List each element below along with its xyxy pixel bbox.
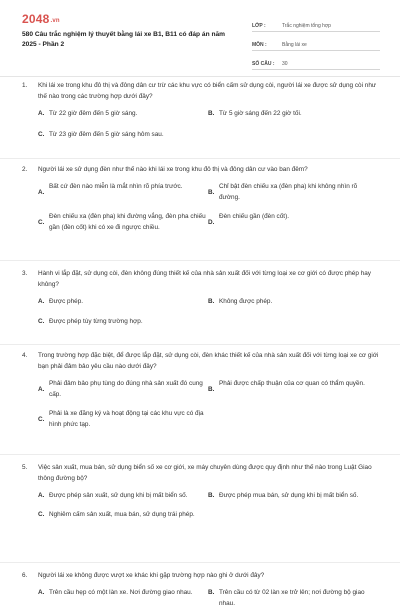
option-a[interactable]	[38, 181, 208, 203]
question-text: Khi lái xe trong khu đô thị và đông dân cư trừ các khu vực có biển cấm sử dụng còi, người lái xe được sử dụng còi như thế nào trong các trường hợp dưới đây?	[38, 82, 377, 100]
question-separator	[0, 344, 400, 345]
option-text: Phải được chấp thuận của cơ quan có thẩm quyền.	[219, 380, 365, 387]
option-letter: A.	[38, 492, 45, 499]
question-number: 1.	[22, 82, 28, 89]
option-letter: C.	[38, 318, 45, 325]
option-letter: A.	[38, 298, 45, 305]
option-letter: A.	[38, 188, 45, 196]
question-6	[22, 570, 382, 609]
option-text: Từ 5 giờ sáng đến 22 giờ tối.	[219, 110, 302, 117]
option-text: Được phép mua bán, sử dụng khi bị mất biển số.	[219, 492, 359, 499]
option-a[interactable]	[38, 587, 208, 609]
option-letter: A.	[38, 385, 45, 393]
option-c[interactable]	[38, 316, 382, 327]
option-text: Từ 23 giờ đêm đến 5 giờ sáng hôm sau.	[49, 131, 164, 138]
option-b[interactable]	[208, 587, 378, 609]
option-letter: B.	[208, 298, 215, 305]
option-letter: A.	[38, 589, 45, 596]
option-text: Nghiêm cấm sản xuất, mua bán, sử dụng trái phép.	[49, 511, 195, 518]
option-text: Được phép sản xuất, sử dụng khi bị mất biển số.	[49, 492, 188, 499]
meta-count	[252, 55, 380, 70]
answer-options	[22, 108, 382, 140]
question-text: Trong trường hợp đặc biệt, để được lắp đặt, sử dụng còi, đèn khác thiết kế của nhà sản xuất đối với từng loại xe cơ giới bạn phải đảm bảo yêu cầu nào dưới đây?	[38, 352, 379, 370]
logo-main: 2048	[22, 12, 50, 26]
option-text: Trên cầu có từ 02 làn xe trở lên; nơi đường bộ giao nhau.	[219, 589, 365, 607]
question-4	[22, 350, 382, 430]
question-stem	[22, 80, 382, 102]
question-text: Người lái xe không được vượt xe khác khi gặp trường hợp nào ghi ở dưới đây?	[38, 572, 265, 579]
option-a[interactable]	[38, 378, 208, 400]
document-header	[0, 0, 400, 66]
question-number: 5.	[22, 464, 28, 471]
option-text: Từ 22 giờ đêm đến 5 giờ sáng.	[49, 110, 138, 117]
option-text: Chỉ bật đèn chiếu xa (đèn pha) khi không nhìn rõ đường.	[219, 183, 358, 201]
question-number: 6.	[22, 572, 28, 579]
option-text: Trên cầu hẹp có một làn xe. Nơi đường giao nhau.	[49, 589, 193, 596]
question-number: 2.	[22, 166, 28, 173]
meta-class-label: LỚP :	[252, 23, 266, 29]
question-stem	[22, 268, 382, 290]
question-stem	[22, 164, 382, 175]
meta-count-value: 30	[282, 61, 288, 67]
document-title: 580 Câu trắc nghiệm lý thuyết bằng lái xe B1, B11 có đáp án năm 2025 - Phần 2	[22, 31, 226, 48]
answer-options	[22, 181, 382, 233]
option-b[interactable]	[208, 490, 378, 501]
option-a[interactable]	[38, 490, 208, 501]
option-letter: C.	[38, 131, 45, 138]
option-letter: A.	[38, 110, 45, 117]
answer-options	[22, 378, 382, 430]
option-text: Được phép.	[49, 298, 84, 305]
option-c[interactable]	[38, 211, 208, 233]
option-letter: B.	[208, 589, 215, 596]
option-letter: B.	[208, 188, 215, 196]
question-separator	[0, 454, 400, 455]
meta-subject	[252, 36, 380, 51]
option-a[interactable]	[38, 296, 208, 307]
question-number: 4.	[22, 352, 28, 359]
option-c[interactable]	[38, 509, 208, 520]
question-separator	[0, 260, 400, 261]
option-letter: C.	[38, 218, 45, 226]
answer-options	[22, 587, 382, 609]
question-5	[22, 462, 382, 520]
option-letter: D.	[208, 218, 215, 226]
question-separator	[0, 158, 400, 159]
option-letter: C.	[38, 415, 45, 423]
option-b[interactable]	[208, 108, 378, 119]
option-letter: B.	[208, 492, 215, 499]
question-3	[22, 268, 382, 327]
option-text: Bất cứ đèn nào miễn là mắt nhìn rõ phía trước.	[49, 183, 183, 190]
option-text: Được phép tùy từng trường hợp.	[49, 318, 143, 325]
option-letter: C.	[38, 511, 45, 518]
answer-options	[22, 296, 382, 327]
logo-suffix: .vn	[50, 18, 60, 24]
site-logo[interactable]	[22, 12, 60, 26]
option-c[interactable]	[38, 408, 208, 430]
meta-class-value: Trắc nghiệm tổng hợp	[282, 23, 331, 29]
question-text: Việc sản xuất, mua bán, sử dụng biển số xe cơ giới, xe máy chuyên dùng được quy định như thế nào trong Luật Giao thông đường bộ?	[38, 464, 372, 482]
meta-subject-label: MÔN :	[252, 42, 267, 48]
option-b[interactable]	[208, 296, 378, 307]
header-divider	[0, 76, 400, 77]
question-text: Người lái xe sử dụng đèn như thế nào khi lái xe trong khu đô thị và đông dân cư vào ban đêm?	[38, 166, 308, 173]
meta-class	[252, 17, 380, 32]
question-number: 3.	[22, 270, 28, 277]
question-stem	[22, 570, 382, 581]
answer-options	[22, 490, 382, 520]
option-letter: B.	[208, 385, 215, 393]
option-c[interactable]	[38, 129, 382, 140]
option-letter: B.	[208, 110, 215, 117]
question-separator	[0, 562, 400, 563]
option-b[interactable]	[208, 378, 378, 400]
option-b[interactable]	[208, 181, 378, 203]
question-stem	[22, 462, 382, 484]
question-2	[22, 164, 382, 233]
option-text: Đèn chiếu xa (đèn pha) khi đường vắng, đèn pha chiếu gần (đèn cốt) khi có xe đi ngược chiều.	[49, 213, 206, 231]
document-meta	[252, 17, 380, 74]
option-text: Đèn chiếu gần (đèn cốt).	[219, 213, 289, 220]
question-1	[22, 80, 382, 140]
option-a[interactable]	[38, 108, 208, 119]
meta-count-label: SỐ CÂU :	[252, 61, 275, 67]
option-text: Phải là xe đăng ký và hoạt động tại các khu vực có địa hình phức tạp.	[49, 410, 204, 428]
question-stem	[22, 350, 382, 372]
option-d[interactable]	[208, 211, 378, 233]
option-text: Phải đảm bảo phụ tùng do đúng nhà sản xuất đó cung cấp.	[49, 380, 203, 398]
meta-subject-value: Bằng lái xe	[282, 42, 307, 48]
option-text: Không được phép.	[219, 298, 273, 305]
question-text: Hành vi lắp đặt, sử dụng còi, đèn không đúng thiết kế của nhà sản xuất đối với từng loại xe cơ giới có được phép hay không?	[38, 270, 371, 288]
